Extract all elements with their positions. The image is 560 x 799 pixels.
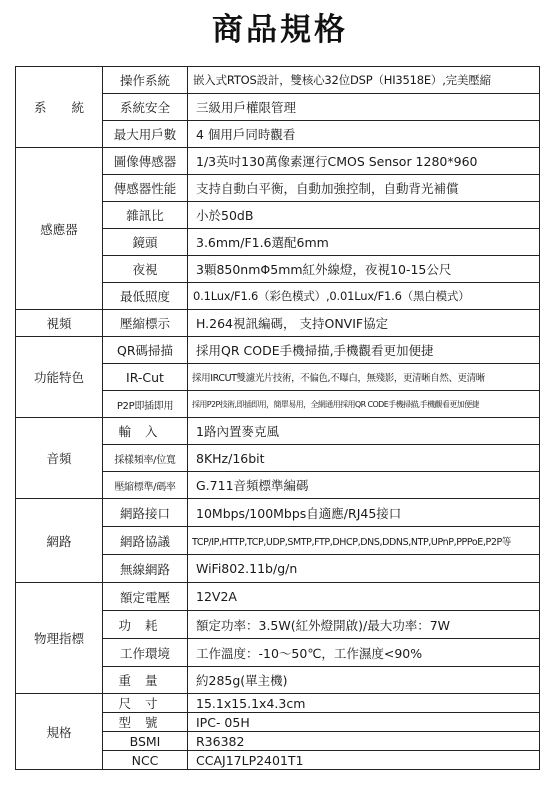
spec-value: CCAJ17LP2401T1 [188,751,540,770]
spec-value: 10Mbps/100Mbps自適應/RJ45接口 [188,499,540,527]
spec-value: 12V2A [188,583,540,611]
group-video: 視頻 [16,310,103,337]
spec-label: 無線網路 [103,555,188,583]
spec-value: 1/3英吋130萬像素運行CMOS Sensor 1280*960 [188,148,540,175]
spec-value: 採用IRCUT雙濾光片技術，不偏色,不曝白，無殘影，更清晰自然、更清晰 [188,364,540,391]
spec-label: 傳感器性能 [103,175,188,202]
group-audio: 音頻 [16,418,103,499]
spec-value: 工作溫度：-10～50℃，工作濕度<90% [188,639,540,667]
table-row [16,694,540,713]
spec-label: P2P即插即用 [103,391,188,418]
table-row [16,148,540,175]
table-row [16,310,540,337]
spec-value: WiFi802.11b/g/n [188,555,540,583]
spec-label: BSMI [103,732,188,751]
table-row [16,337,540,364]
spec-value: 約285g(單主機) [188,667,540,694]
spec-value: G.711音頻標準編碼 [188,472,540,499]
spec-label: 壓縮標示 [103,310,188,337]
spec-label: 圖像傳感器 [103,148,188,175]
spec-value: 小於50dB [188,202,540,229]
spec-label: 額定電壓 [103,583,188,611]
spec-label: 網路接口 [103,499,188,527]
spec-value: 15.1x15.1x4.3cm [188,694,540,713]
spec-label: 雜訊比 [103,202,188,229]
group-spec: 規格 [16,694,103,770]
spec-label: NCC [103,751,188,770]
spec-label: QR碼掃描 [103,337,188,364]
spec-value: 支持自動白平衡，自動加強控制，自動背光補償 [188,175,540,202]
spec-value: 三級用戶權限管理 [188,94,540,121]
group-features: 功能特色 [16,337,103,418]
spec-value: 嵌入式RTOS設計，雙核心32位DSP（HI3518E）,完美壓縮 [188,67,540,94]
spec-value: 4 個用戶同時觀看 [188,121,540,148]
spec-value: H.264視訊編碼， 支持ONVIF協定 [188,310,540,337]
table-row [16,67,540,94]
spec-label: 操作系統 [103,67,188,94]
group-sensor: 感應器 [16,148,103,310]
spec-value: IPC- 05H [188,713,540,732]
spec-label: 重量 [103,667,188,694]
spec-value: 3顆850nmΦ5mm紅外線燈，夜視10-15公尺 [188,256,540,283]
spec-label: 型號 [103,713,188,732]
spec-label: 網路協議 [103,527,188,555]
spec-label: 功耗 [103,611,188,639]
spec-value: 8KHz/16bit [188,445,540,472]
table-row [16,583,540,611]
group-system: 系 統 [16,67,103,148]
spec-value: 採用QR CODE手機掃描,手機觀看更加便捷 [188,337,540,364]
spec-label: 壓縮標準/碼率 [103,472,188,499]
spec-table [15,66,540,770]
spec-label: 鏡頭 [103,229,188,256]
spec-label: 最大用戶數 [103,121,188,148]
page-title: 商品規格 [212,12,348,48]
table-row [16,499,540,527]
table-row [16,418,540,445]
spec-label: 最低照度 [103,283,188,310]
spec-value: 額定功率：3.5W(紅外燈開啟)/最大功率：7W [188,611,540,639]
spec-value: R36382 [188,732,540,751]
spec-value: 3.6mm/F1.6選配6mm [188,229,540,256]
spec-label: 尺寸 [103,694,188,713]
spec-label: 採樣頻率/位寬 [103,445,188,472]
group-physical: 物理指標 [16,583,103,694]
spec-value: 1路內置麥克風 [188,418,540,445]
spec-label: 工作環境 [103,639,188,667]
spec-value: 0.1Lux/F1.6（彩色模式）,0.01Lux/F1.6（黑白模式） [188,283,540,310]
spec-label: 系統安全 [103,94,188,121]
spec-label: 輸入 [103,418,188,445]
group-network: 網路 [16,499,103,583]
spec-value: 採用P2P技術,即插即用，簡單易用，全網通用採用QR CODE手機掃描,手機觀看更加便捷 [188,391,540,418]
spec-label: IR-Cut [103,364,188,391]
spec-label: 夜視 [103,256,188,283]
spec-value: TCP/IP,HTTP,TCP,UDP,SMTP,FTP,DHCP,DNS,DDNS,NTP,UPnP,PPPoE,P2P等 [188,527,540,555]
